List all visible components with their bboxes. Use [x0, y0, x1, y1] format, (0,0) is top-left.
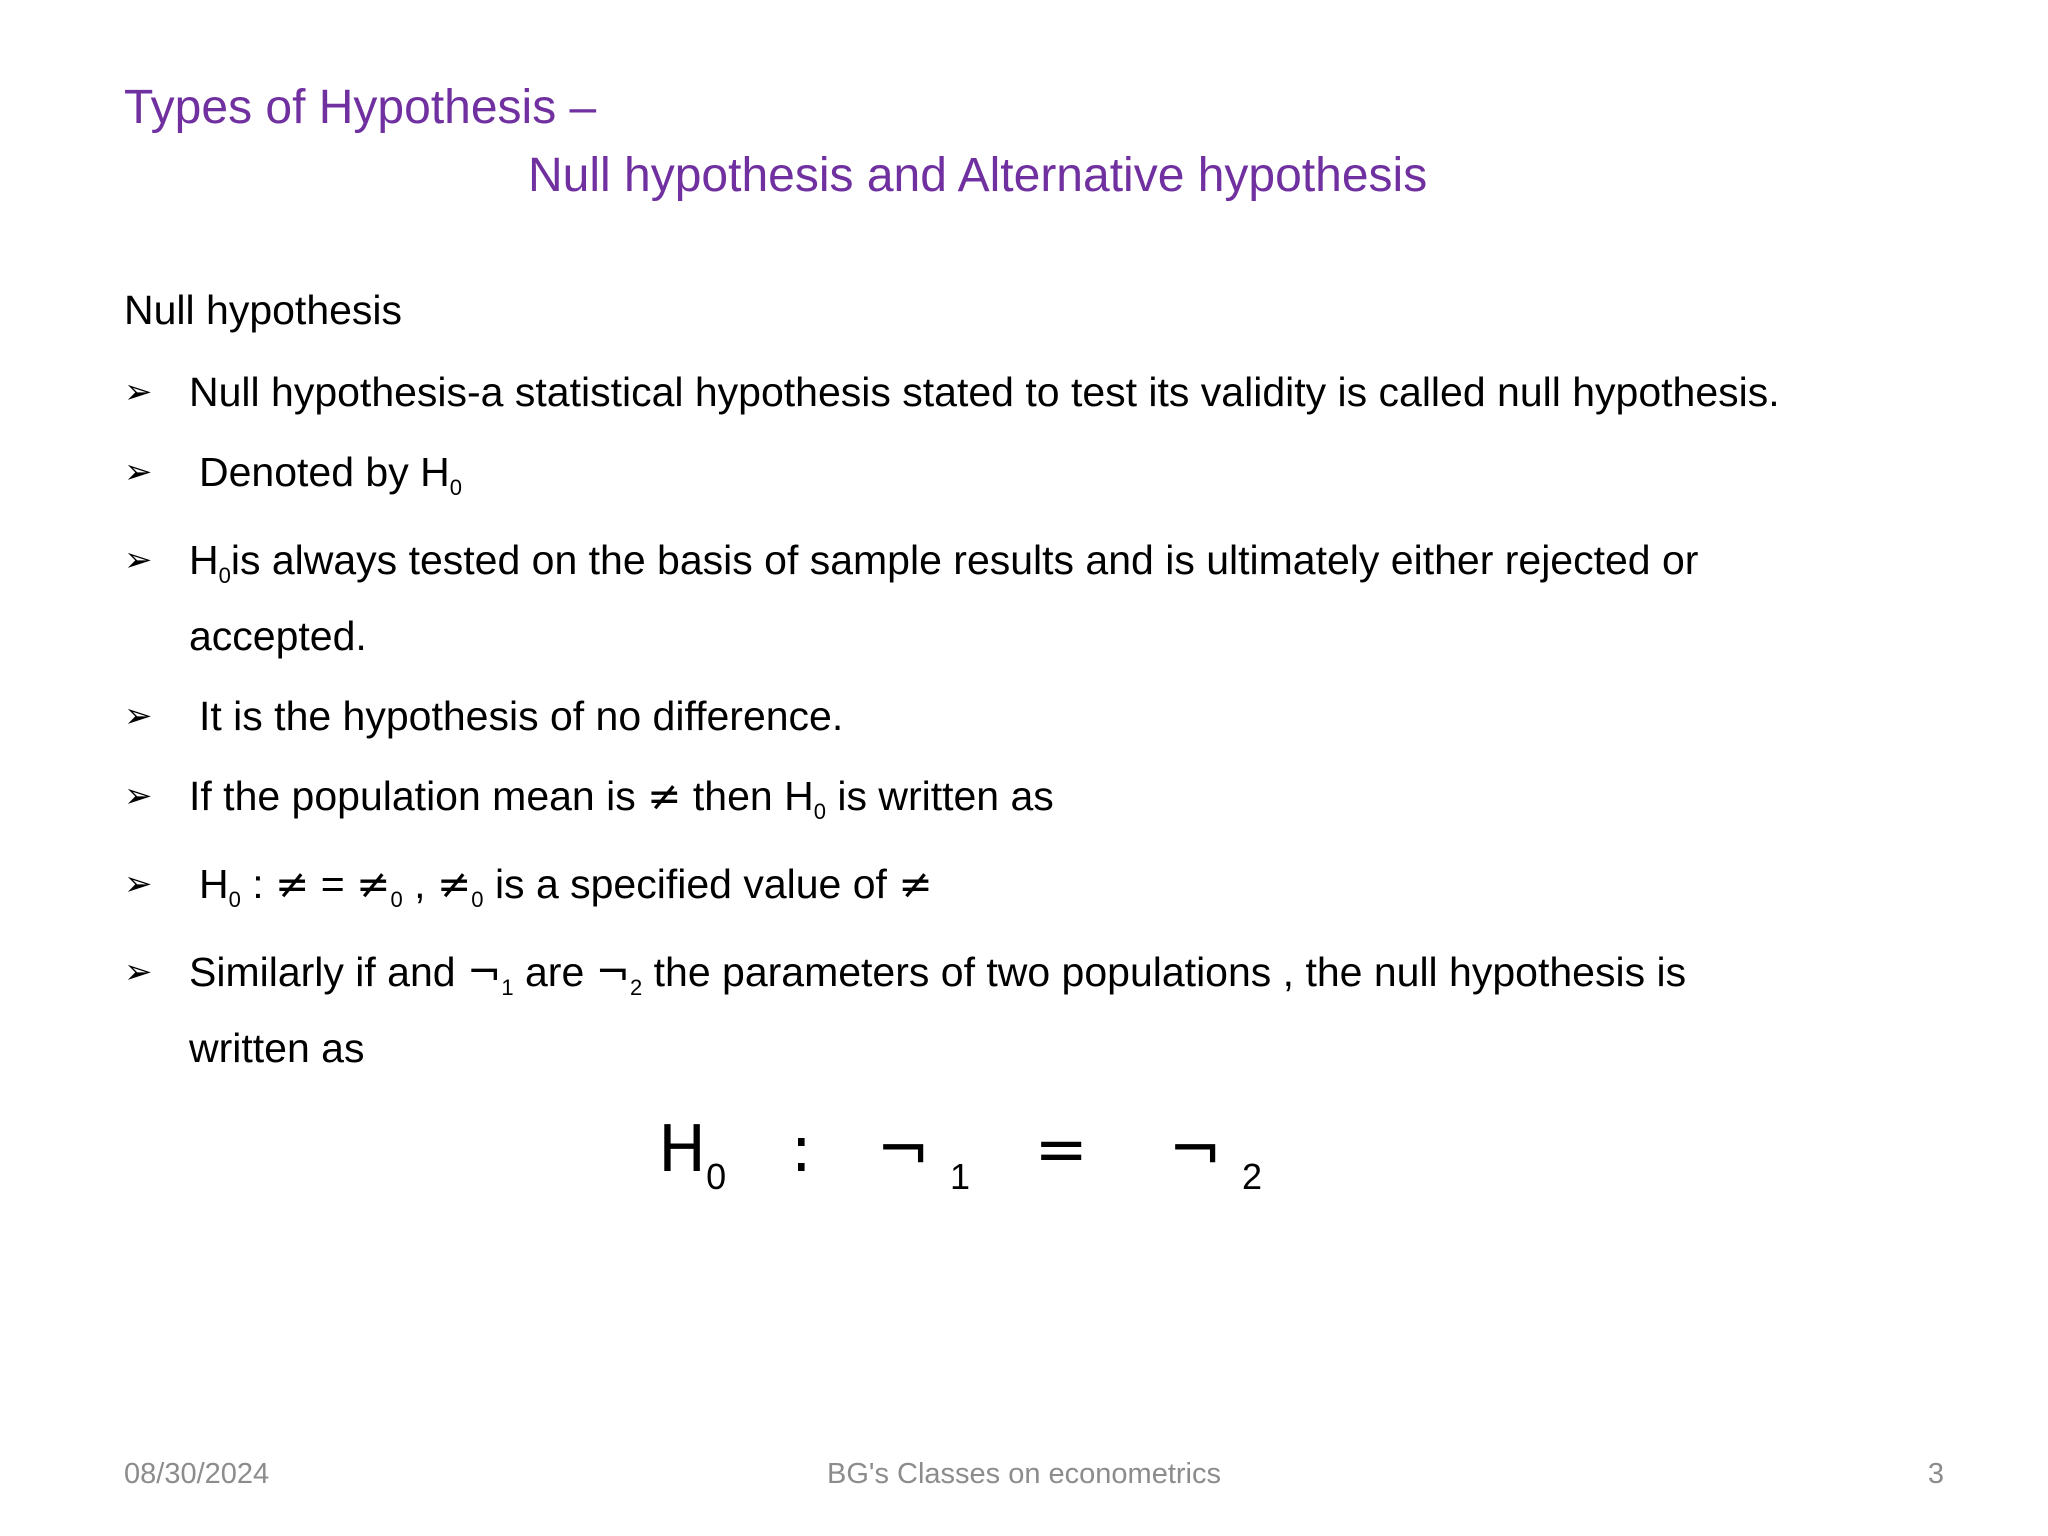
title-line-2: Null hypothesis and Alternative hypothesis	[528, 149, 1428, 202]
null-hypothesis-formula	[658, 1113, 1263, 1197]
formula-subscript: 2	[1242, 1156, 1263, 1197]
bullet-text-part: the parameters of two populations , the null hypothesis is	[642, 949, 1687, 995]
comma: ,	[402, 861, 437, 907]
subscript: 0	[390, 887, 403, 912]
arrow-bullet-icon: ➢	[124, 777, 153, 815]
bullet-text-part: is always tested on the basis of sample results and is ultimately either rejected or	[230, 537, 1699, 583]
subscript: 0	[218, 563, 231, 588]
formula-mu-1: ¬	[876, 1113, 931, 1187]
arrow-bullet-icon: ➢	[124, 453, 153, 491]
h-symbol: H	[199, 861, 229, 907]
bullet-text-part: then H	[681, 773, 814, 819]
bullet-text	[199, 434, 462, 510]
formula-subscript: 0	[706, 1156, 727, 1197]
bullet-text-part: Similarly if and	[189, 949, 467, 995]
mean-symbol: ≠	[356, 860, 391, 908]
title-line-1: Types of Hypothesis –	[124, 81, 597, 134]
colon: :	[240, 861, 276, 907]
bullet-continuation: written as	[189, 1025, 365, 1071]
mean-symbol: ≠	[898, 860, 933, 908]
equals: =	[309, 861, 357, 907]
arrow-bullet-icon: ➢	[124, 373, 153, 411]
mu-symbol: ¬	[595, 948, 630, 996]
arrow-bullet-icon: ➢	[124, 697, 153, 735]
formula-subscript: 1	[950, 1156, 971, 1197]
mean-symbol: ≠	[275, 860, 310, 908]
subscript: 0	[813, 799, 826, 824]
subscript: 0	[471, 887, 484, 912]
bullet-text	[189, 934, 1686, 1010]
bullet-text-part: is a specified value of	[483, 861, 899, 907]
bullet-text: Null hypothesis-a statistical hypothesis stated to test its validity is called null hypothesis.	[189, 369, 1780, 415]
arrow-bullet-icon: ➢	[124, 865, 153, 903]
mean-symbol: ≠	[647, 772, 682, 820]
bullet-text	[189, 758, 1054, 834]
bullet-text-part: Denoted by H	[199, 449, 450, 495]
subscript: 0	[228, 887, 241, 912]
footer-date: 08/30/2024	[124, 1458, 270, 1490]
arrow-bullet-icon: ➢	[124, 541, 153, 579]
subscript: 2	[630, 975, 643, 1000]
h-symbol: H	[189, 537, 219, 583]
formula-h: H	[658, 1113, 707, 1187]
footer-title: BG's Classes on econometrics	[827, 1458, 1221, 1490]
formula-mu-2: ¬	[1168, 1113, 1222, 1187]
bullet-text-part: are	[513, 949, 596, 995]
formula-colon: :	[790, 1113, 813, 1187]
bullet-text	[199, 846, 933, 922]
bullet-text	[189, 522, 1698, 598]
bullet-text-part: is written as	[825, 773, 1054, 819]
section-heading: Null hypothesis	[124, 287, 403, 333]
mu-symbol: ¬	[466, 948, 502, 996]
bullet-text-part: If the population mean is	[189, 773, 648, 819]
formula-equals: =	[1034, 1113, 1089, 1187]
page-number: 3	[1927, 1458, 1944, 1490]
subscript: 0	[449, 475, 462, 500]
bullet-text: It is the hypothesis of no difference.	[199, 693, 844, 739]
arrow-bullet-icon: ➢	[124, 953, 153, 991]
mean-symbol: ≠	[436, 860, 472, 908]
bullet-continuation: accepted.	[189, 613, 367, 659]
subscript: 1	[501, 975, 514, 1000]
